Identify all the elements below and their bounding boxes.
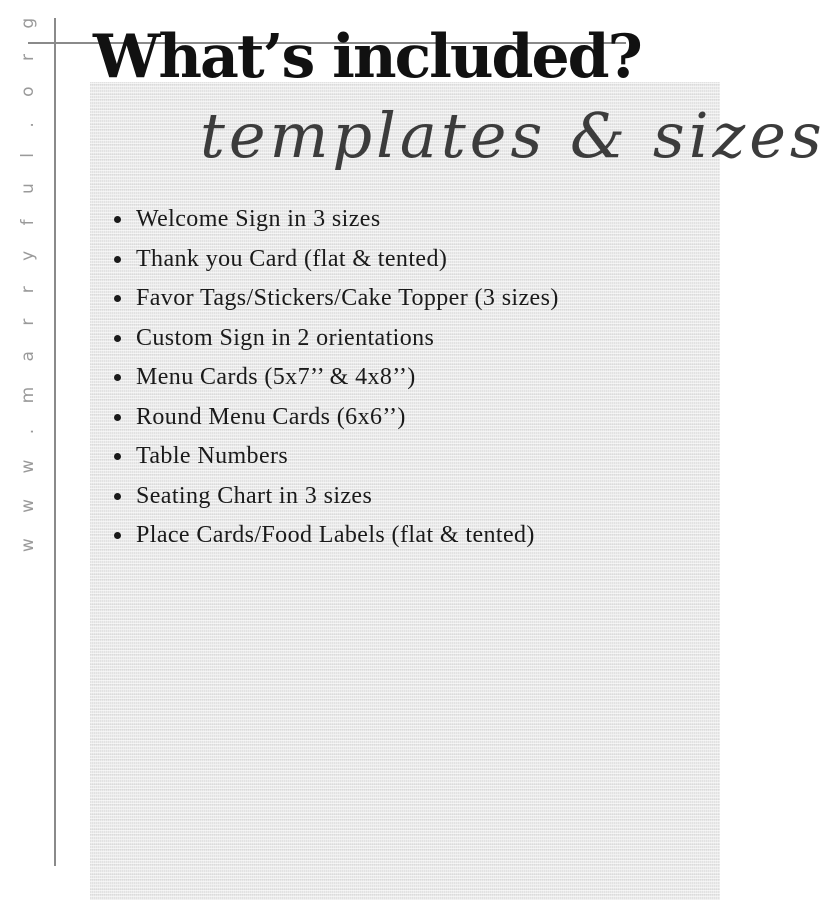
vertical-divider (54, 18, 56, 866)
list-item-label: Table Numbers (136, 443, 289, 470)
list-item (114, 437, 559, 477)
bullet-icon (114, 216, 121, 223)
list-item (114, 516, 559, 556)
list-item (114, 398, 559, 438)
bullet-icon (114, 414, 121, 421)
list-item (114, 358, 559, 398)
bullet-icon (114, 335, 121, 342)
bullet-icon (114, 453, 121, 460)
included-items-list (114, 200, 559, 556)
list-item-label: Menu Cards (5x7’’ & 4x8’’) (136, 364, 416, 391)
list-item-label: Thank you Card (flat & tented) (136, 245, 448, 272)
list-item-label: Round Menu Cards (6x6’’) (136, 403, 406, 430)
script-subtitle: templates & sizes (200, 99, 826, 172)
bullet-icon (114, 493, 121, 500)
list-item-label: Place Cards/Food Labels (flat & tented) (136, 522, 535, 549)
list-item-label: Favor Tags/Stickers/Cake Topper (3 sizes) (136, 285, 559, 312)
bullet-icon (114, 532, 121, 539)
website-url: w w w . m a r r y f u l . o r g (18, 7, 38, 553)
list-item-label: Welcome Sign in 3 sizes (136, 206, 381, 233)
page-title: What’s included? (93, 22, 641, 92)
list-item (114, 477, 559, 517)
list-item-label: Custom Sign in 2 orientations (136, 324, 435, 351)
list-item (114, 200, 559, 240)
list-item (114, 279, 559, 319)
list-item (114, 240, 559, 280)
list-item (114, 319, 559, 359)
bullet-icon (114, 295, 121, 302)
list-item-label: Seating Chart in 3 sizes (136, 482, 373, 509)
bullet-icon (114, 374, 121, 381)
bullet-icon (114, 256, 121, 263)
